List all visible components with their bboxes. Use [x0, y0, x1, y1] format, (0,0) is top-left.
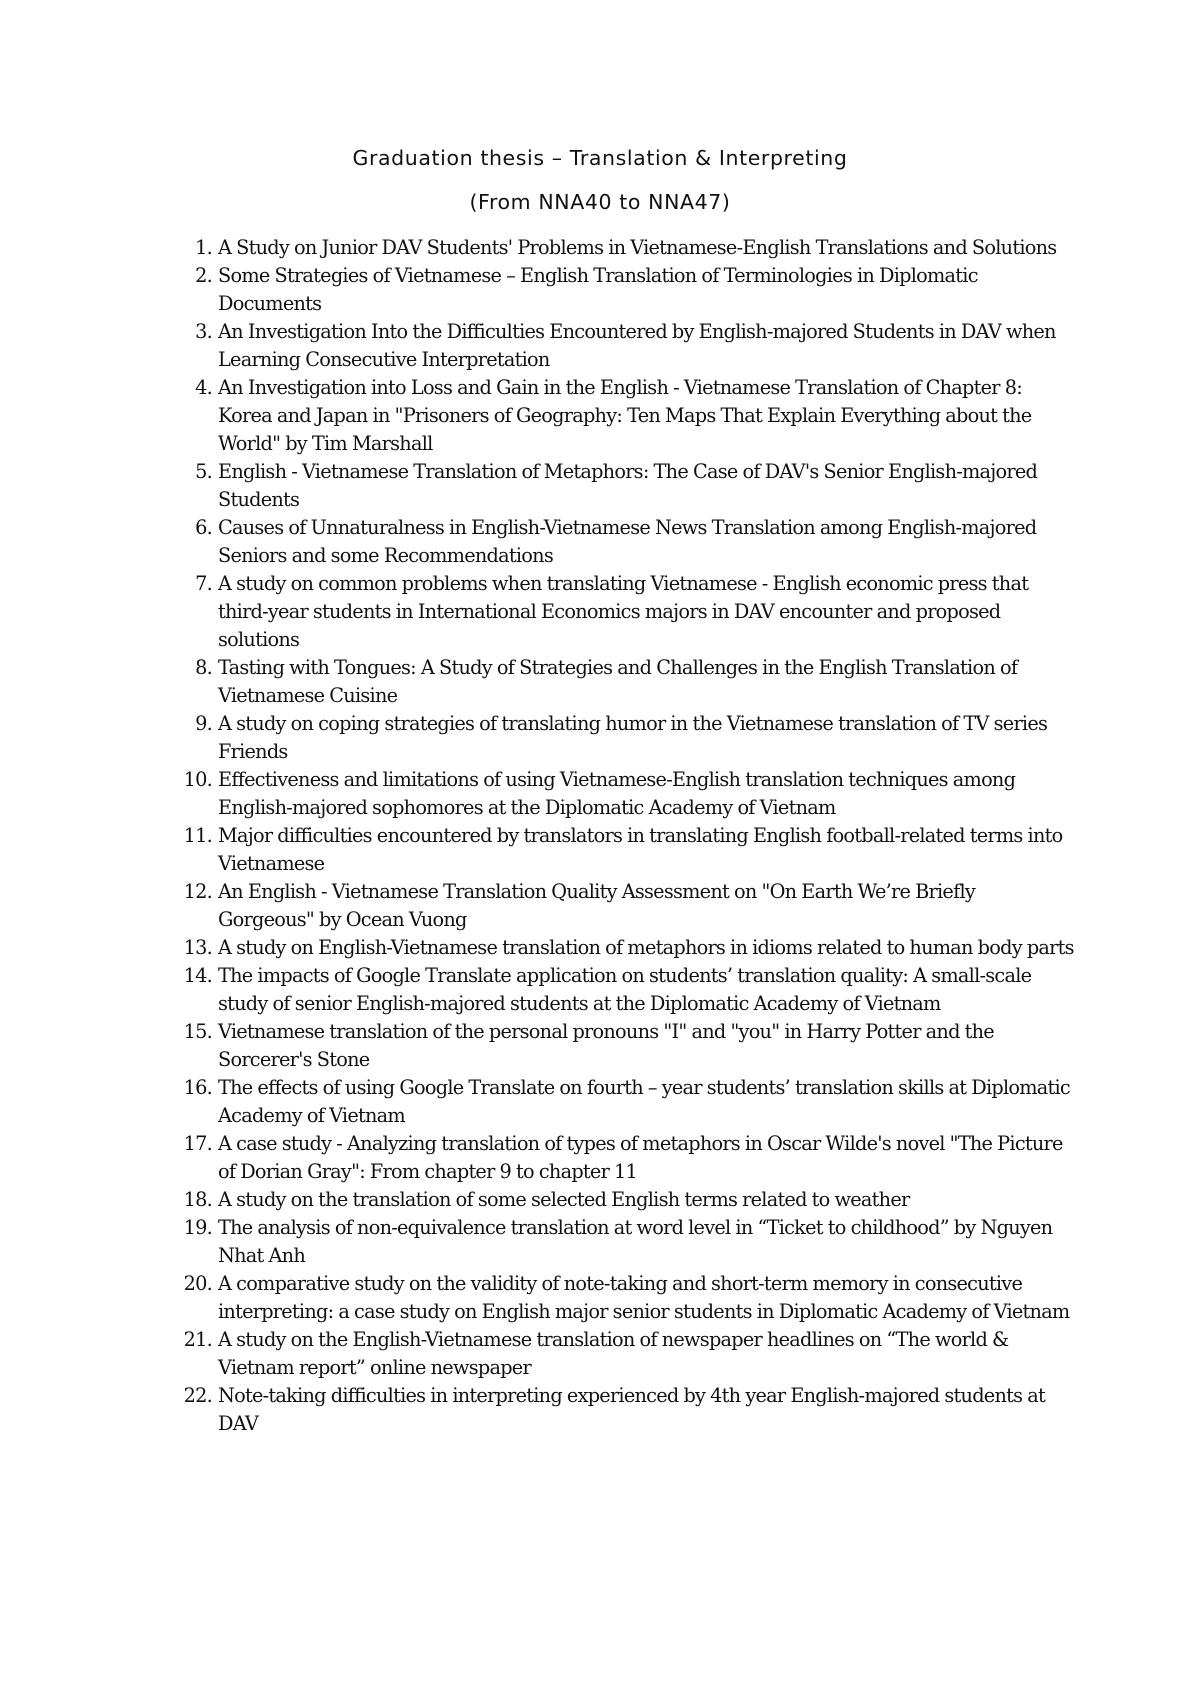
thesis-topic-list [183, 234, 1074, 1438]
item-number: 22. [183, 1384, 212, 1407]
list-item [183, 1130, 1074, 1186]
item-number: 13. [183, 936, 212, 959]
list-item [195, 514, 1074, 570]
document-title: Graduation thesis – Translation & Interpreting [352, 146, 848, 170]
item-text: A Study on Junior DAV Students' Problems in Vietnamese-English Translations and Solutions [218, 236, 1057, 259]
list-item [183, 1186, 1074, 1214]
item-text: An English - Vietnamese Translation Quality Assessment on "On Earth We’re Briefly Gorgeous" by Ocean Vuong [218, 880, 976, 931]
list-item [183, 1214, 1074, 1270]
item-text: The impacts of Google Translate application on students’ translation quality: A small-scale study of senior English-majored students at the Diplomatic Academy of Vietnam [218, 964, 1032, 1015]
item-text: Some Strategies of Vietnamese – English Translation of Terminologies in Diplomatic Documents [218, 264, 978, 315]
item-number: 14. [183, 964, 212, 987]
item-number: 1. [195, 236, 212, 259]
item-text: Causes of Unnaturalness in English-Vietnamese News Translation among English-majored Seniors and some Recommendations [218, 516, 1037, 567]
item-text: Major difficulties encountered by translators in translating English football-related terms into Vietnamese [218, 824, 1063, 875]
item-text: A comparative study on the validity of note-taking and short-term memory in consecutive interpreting: a case study on English major senior students in Diplomatic Academy of Vietnam [218, 1272, 1070, 1323]
item-number: 12. [183, 880, 212, 903]
list-item [195, 654, 1074, 710]
list-item [183, 962, 1074, 1018]
item-number: 4. [195, 376, 212, 399]
item-number: 2. [195, 264, 212, 287]
list-item [195, 234, 1074, 262]
item-number: 8. [195, 656, 212, 679]
list-item [195, 318, 1074, 374]
list-item [183, 766, 1074, 822]
item-text: Tasting with Tongues: A Study of Strategies and Challenges in the English Translation of Vietnamese Cuisine [218, 656, 1018, 707]
item-text: A study on English-Vietnamese translation of metaphors in idioms related to human body parts [218, 936, 1074, 959]
item-text: The effects of using Google Translate on fourth – year students’ translation skills at Diplomatic Academy of Vietnam [218, 1076, 1070, 1127]
item-number: 5. [195, 460, 212, 483]
list-item [195, 570, 1074, 654]
item-number: 11. [183, 824, 212, 847]
item-text: A study on common problems when translating Vietnamese - English economic press that third-year students in International Economics majors in DAV encounter and proposed solutions [218, 572, 1029, 651]
item-number: 19. [183, 1216, 212, 1239]
item-number: 6. [195, 516, 212, 539]
list-item [183, 1018, 1074, 1074]
item-text: A study on coping strategies of translating humor in the Vietnamese translation of TV series Friends [218, 712, 1048, 763]
list-item [183, 1326, 1074, 1382]
item-text: Effectiveness and limitations of using Vietnamese-English translation techniques among English-majored sophomores at the Diplomatic Academy of Vietnam [218, 768, 1016, 819]
item-number: 9. [195, 712, 212, 735]
item-number: 21. [183, 1328, 212, 1351]
item-text: Vietnamese translation of the personal pronouns "I" and "you" in Harry Potter and the Sorcerer's Stone [218, 1020, 994, 1071]
item-number: 7. [195, 572, 212, 595]
list-item [195, 262, 1074, 318]
item-number: 17. [183, 1132, 212, 1155]
item-text: An Investigation into Loss and Gain in the English - Vietnamese Translation of Chapter 8: Korea and Japan in "Prisoners of Geography: Ten Maps That Explain Everything about the World" by Tim Marshall [218, 376, 1032, 455]
item-text: English - Vietnamese Translation of Metaphors: The Case of DAV's Senior English-majored Students [218, 460, 1038, 511]
list-item [195, 374, 1074, 458]
item-number: 15. [183, 1020, 212, 1043]
list-item [183, 1270, 1074, 1326]
item-text: A study on the English-Vietnamese translation of newspaper headlines on “The world & Vietnam report” online newspaper [218, 1328, 1009, 1379]
document-subtitle: (From NNA40 to NNA47) [469, 190, 731, 214]
list-item [195, 458, 1074, 514]
item-number: 10. [183, 768, 212, 791]
list-item [183, 934, 1074, 962]
item-number: 18. [183, 1188, 212, 1211]
item-text: An Investigation Into the Difficulties Encountered by English-majored Students in DAV when Learning Consecutive Interpretation [218, 320, 1056, 371]
list-item [195, 710, 1074, 766]
item-number: 20. [183, 1272, 212, 1295]
item-text: The analysis of non-equivalence translation at word level in “Ticket to childhood” by Nguyen Nhat Anh [218, 1216, 1053, 1267]
item-number: 16. [183, 1076, 212, 1099]
list-item [183, 878, 1074, 934]
list-item [183, 822, 1074, 878]
item-text: Note-taking difficulties in interpreting experienced by 4th year English-majored students at DAV [218, 1384, 1045, 1435]
list-item [183, 1074, 1074, 1130]
item-text: A study on the translation of some selected English terms related to weather [218, 1188, 910, 1211]
list-item [183, 1382, 1074, 1438]
item-number: 3. [195, 320, 212, 343]
item-text: A case study - Analyzing translation of types of metaphors in Oscar Wilde's novel "The Picture of Dorian Gray": From chapter 9 to chapter 11 [218, 1132, 1063, 1183]
